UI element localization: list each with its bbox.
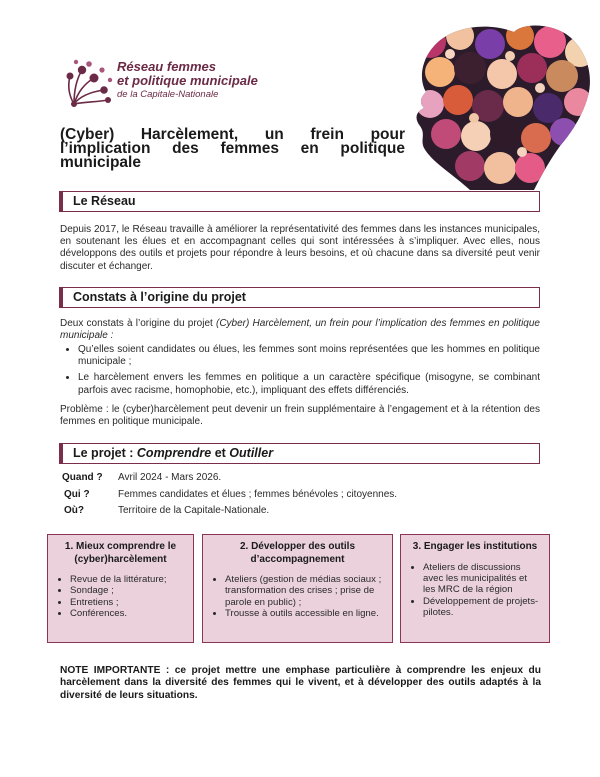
info-label: Où? — [64, 505, 84, 516]
list-item: • Le harcèlement envers les femmes en politique a un caractère spécifique (misogyne, se combinant parfois avec racisme, homophobie, etc.), impliquant des effets différenciés. — [78, 372, 540, 396]
box-outils — [202, 534, 393, 643]
info-label: Qui ? — [64, 489, 90, 500]
list-item: • Développement de projets-pilotes. — [423, 596, 541, 619]
constats-bullet-list — [60, 344, 540, 401]
section-header-reseau: Le Réseau — [59, 191, 540, 212]
box-title: 3. Engager les institutions — [412, 541, 538, 552]
list-item: • Ateliers de discussions avec les municipalités et les MRC de la région — [423, 562, 541, 596]
box-comprendre — [47, 534, 194, 643]
organization-logo-text — [117, 60, 258, 102]
section-header-constats: Constats à l’origine du projet — [59, 287, 540, 308]
network-dots-logo-icon — [64, 56, 114, 108]
projet-header-comprendre: Comprendre — [136, 446, 212, 460]
info-value: Femmes candidates et élues ; femmes bénévoles ; citoyennes. — [118, 489, 398, 500]
important-note: NOTE IMPORTANTE : ce projet mettre une emphase particulière à comprendre les enjeux du harcèlement dans la diversité des femmes qui le vivent, et à développer des outils adaptés à la diversité de leurs situations. — [60, 665, 541, 701]
logo-line-2: et politique municipale — [117, 73, 258, 88]
list-item: • Ateliers (gestion de médias sociaux ; transformation des crises ; prise de parole en public) ; — [225, 574, 384, 608]
projet-header-outiller: Outiller — [229, 446, 274, 460]
page-title: (Cyber) Harcèlement, un frein pour l’implication des femmes en politique municipale — [60, 126, 405, 171]
info-label: Quand ? — [62, 472, 103, 483]
info-row-quand — [62, 472, 221, 484]
women-faces-silhouette-icon — [410, 22, 595, 190]
list-item: • Sondage ; — [70, 585, 185, 596]
probleme-paragraph: Problème : le (cyber)harcèlement peut devenir un frein supplémentaire à l’engagement et à la rétention des femmes en politique municipale. — [60, 404, 540, 428]
list-item: • Trousse à outils accessible en ligne. — [225, 608, 384, 619]
info-value: Avril 2024 - Mars 2026. — [118, 472, 222, 483]
constats-intro — [60, 318, 540, 342]
box-institutions — [400, 534, 550, 643]
list-item: • Entretiens ; — [70, 597, 185, 608]
list-item: • Qu’elles soient candidates ou élues, les femmes sont moins représentées que les hommes en politique municipale ; — [78, 344, 540, 368]
info-value: Territoire de la Capitale-Nationale. — [118, 505, 270, 516]
box-title: 2. Développer des outils d’accompagnement — [239, 541, 356, 565]
logo-line-3: de la Capitale-Nationale — [117, 89, 219, 100]
constats-intro-italic: (Cyber) Harcèlement, un frein pour l’implication des femmes en politique municipale : — [60, 318, 540, 342]
box-title: 1. Mieux comprendre le (cyber)harcèlement — [64, 541, 177, 565]
info-row-qui — [62, 489, 397, 501]
section-header-projet — [59, 443, 540, 464]
reseau-paragraph: Depuis 2017, le Réseau travaille à améliorer la représentativité des femmes dans les instances municipales, en soutenant les élues et en accompagnant celles qui sont intéressées à s’impliquer. Avec elles, nous développons des outils et projets pour répondre à leurs besoins, et où chacune dans sa diversité peut venir discuter et échanger. — [60, 224, 540, 272]
constats-intro-plain: Deux constats à l’origine du projet — [60, 318, 216, 329]
projet-header-plain: Le projet : — [73, 446, 137, 460]
info-row-ou — [62, 505, 269, 517]
list-item: • Revue de la littérature; — [70, 574, 185, 585]
logo-line-1: Réseau femmes — [117, 59, 216, 74]
list-item: • Conférences. — [70, 608, 185, 619]
projet-header-et: et — [211, 446, 230, 460]
